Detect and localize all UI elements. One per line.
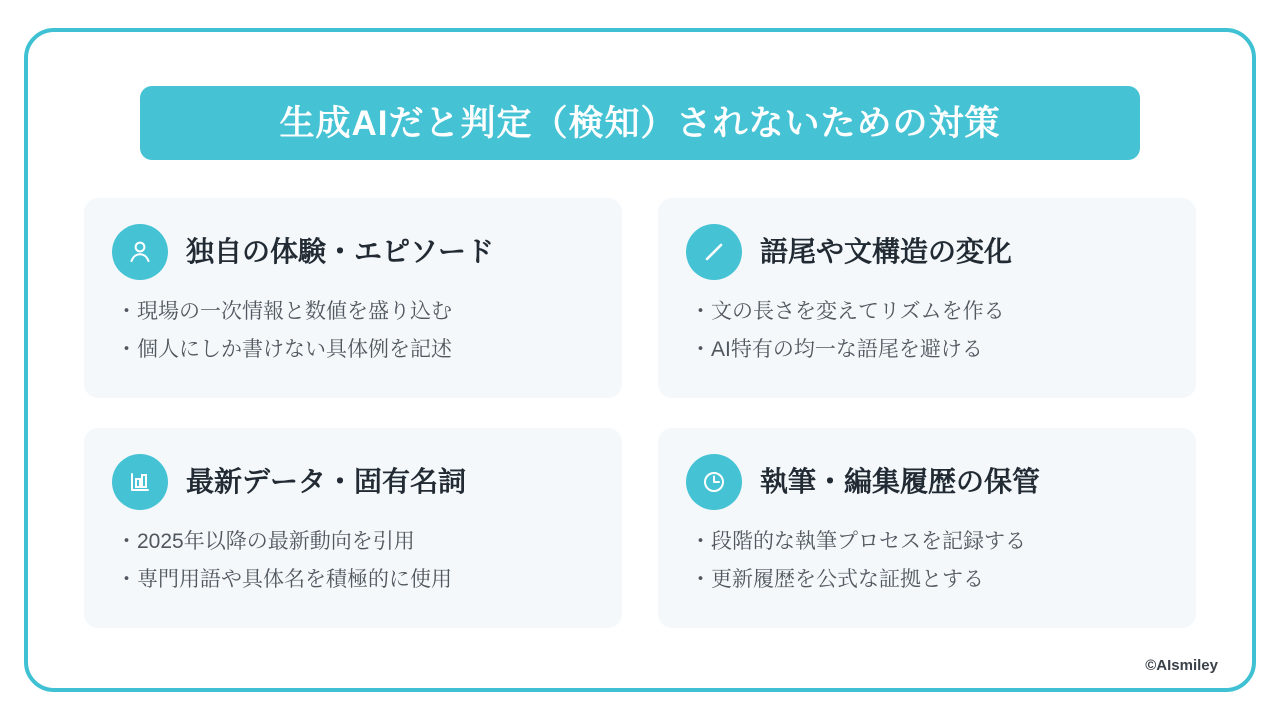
bar-chart-icon: [112, 454, 168, 510]
card-heading: 最新データ・固有名詞: [186, 466, 467, 498]
card-header: [686, 224, 1168, 280]
card-edit-history: [658, 428, 1196, 628]
page-title: 生成AIだと判定（検知）されないための対策: [279, 103, 1001, 143]
person-icon: [112, 224, 168, 280]
bullet-item: ・文の長さを変えてリズムを作る: [690, 300, 1005, 323]
card-bullets: [112, 298, 594, 365]
clock-icon: [686, 454, 742, 510]
card-header: [112, 224, 594, 280]
pencil-icon: [686, 224, 742, 280]
bullet-item: ・段階的な執筆プロセスを記録する: [690, 530, 1026, 553]
card-latest-data: [84, 428, 622, 628]
card-bullets: [112, 528, 594, 595]
card-header: [686, 454, 1168, 510]
card-heading: 独自の体験・エピソード: [186, 236, 495, 268]
card-heading: 語尾や文構造の変化: [760, 236, 1013, 268]
cards-grid: [84, 198, 1196, 628]
card-bullets: [686, 298, 1168, 365]
bullet-item: ・更新履歴を公式な証拠とする: [690, 568, 984, 592]
card-sentence-variation: [658, 198, 1196, 398]
card-unique-experience: [84, 198, 622, 398]
slide-frame: [24, 28, 1256, 692]
card-bullets: [686, 528, 1168, 595]
title-banner: [140, 86, 1140, 160]
bullet-item: ・AI特有の均一な語尾を避ける: [690, 338, 983, 362]
bullet-item: ・個人にしか書けない具体例を記述: [116, 338, 452, 362]
bullet-item: ・2025年以降の最新動向を引用: [116, 530, 415, 553]
card-header: [112, 454, 594, 510]
card-heading: 執筆・編集履歴の保管: [760, 466, 1041, 498]
copyright-credit: ©AIsmiley: [1145, 657, 1218, 674]
bullet-item: ・現場の一次情報と数値を盛り込む: [116, 300, 452, 323]
bullet-item: ・専門用語や具体名を積極的に使用: [116, 568, 452, 592]
